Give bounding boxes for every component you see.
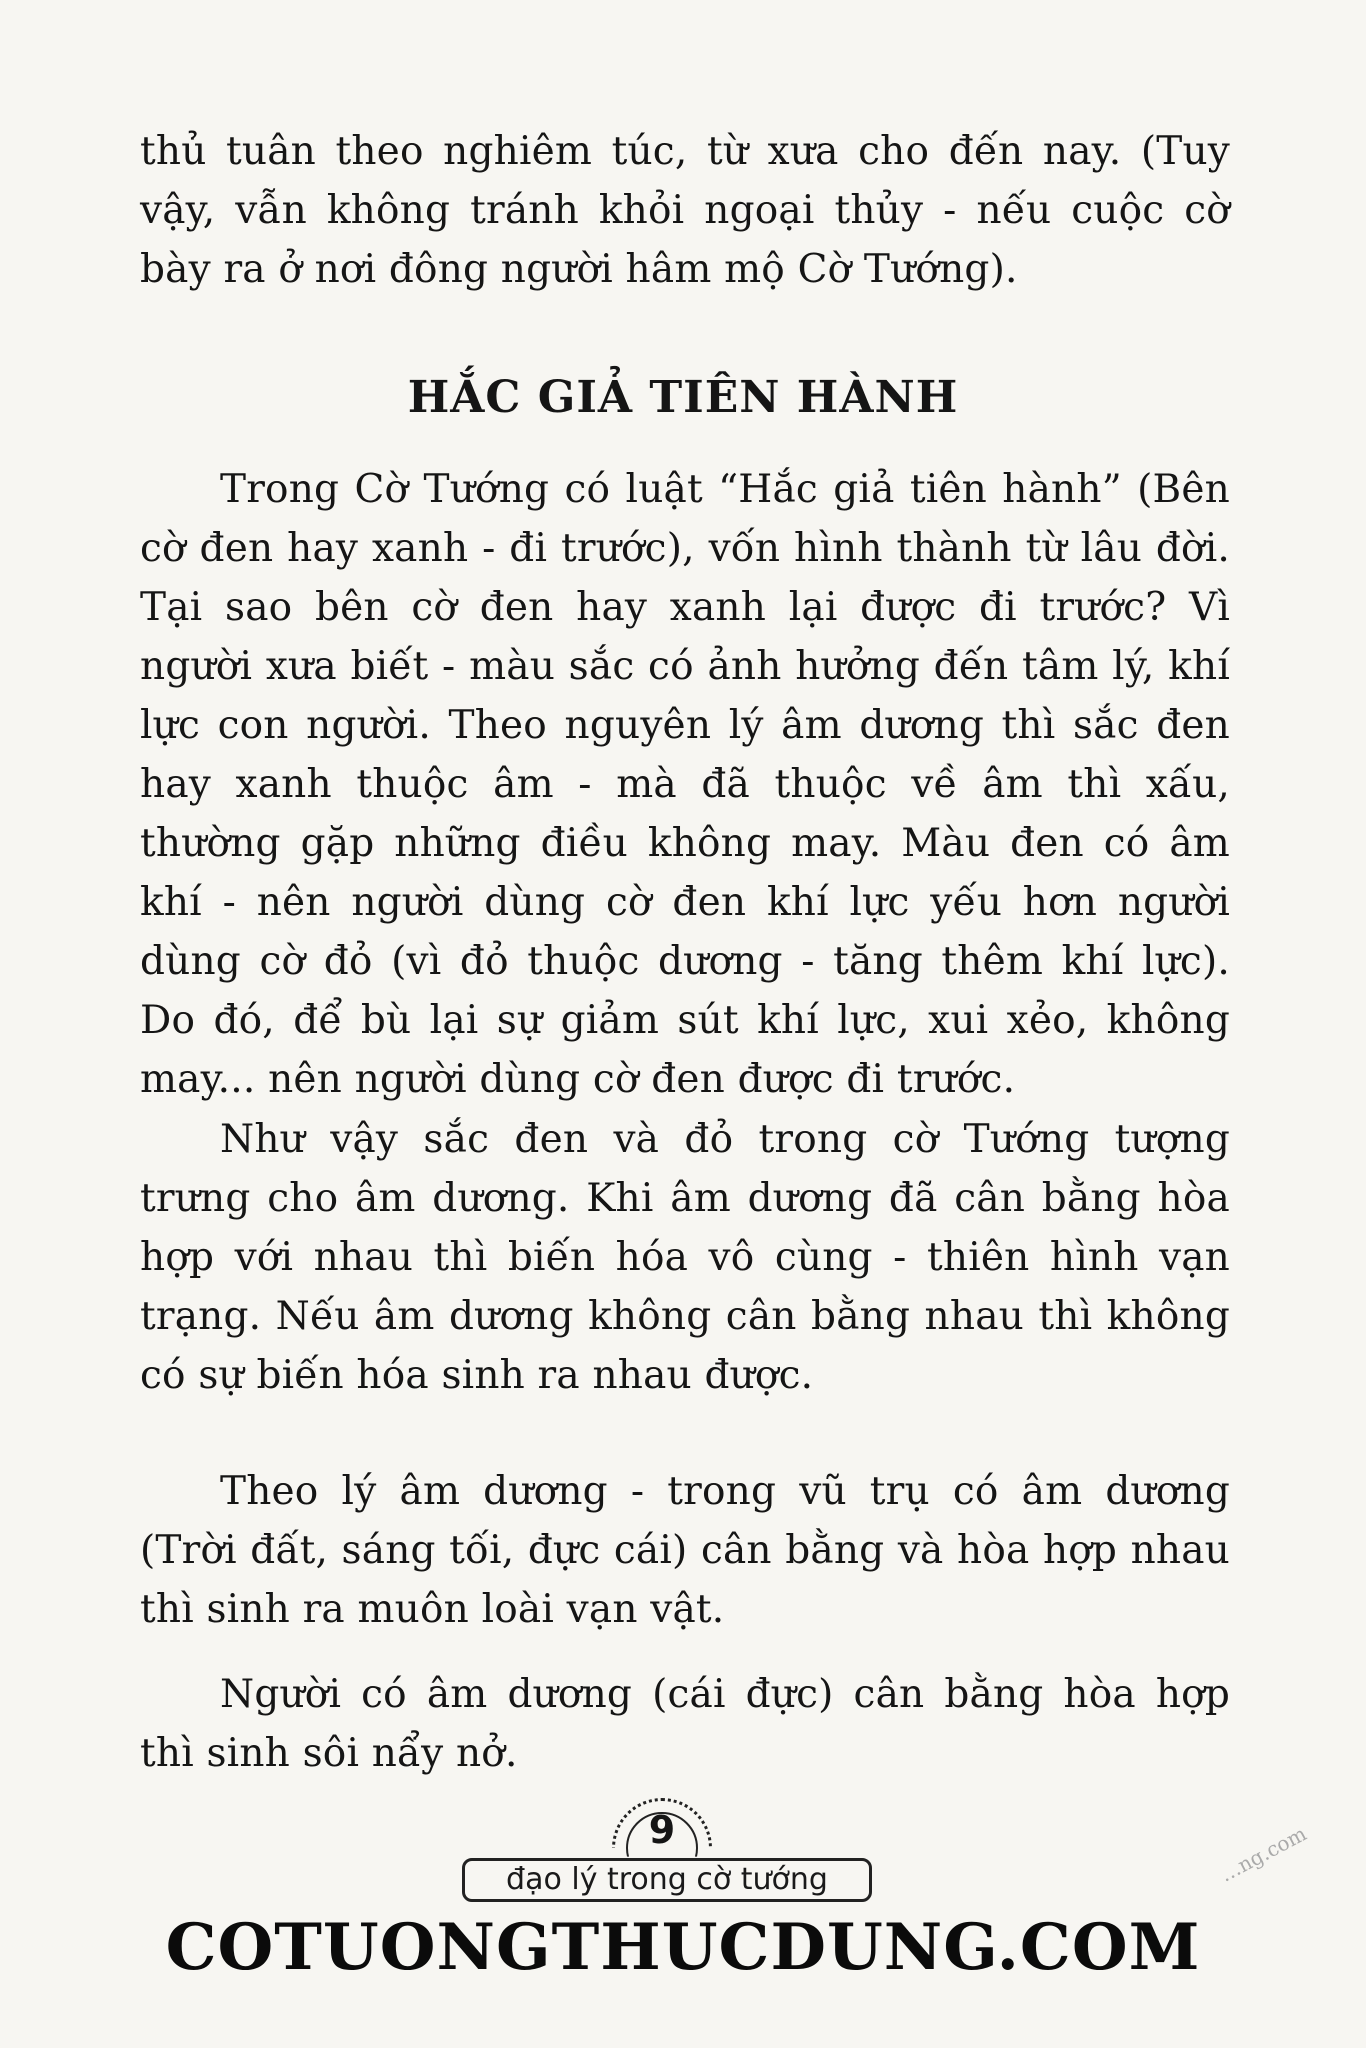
body-paragraph-3 [140, 1462, 1230, 1639]
site-watermark: COTUONGTHUCDUNG.COM [165, 1910, 1201, 1985]
page-number-ornament [612, 1798, 712, 1858]
body-paragraph-2 [140, 1110, 1230, 1405]
body-paragraph-4 [140, 1665, 1230, 1783]
page-number: 9 [648, 1808, 676, 1852]
paragraph-text: Trong Cờ Tướng có luật “Hắc giả tiên hành” (Bên cờ đen hay xanh - đi trước), vốn hình thành từ lâu đời. Tại sao bên cờ đen hay xanh lại được đi trước? Vì người xưa biết - màu sắc có ảnh hưởng đến tâm lý, khí lực con người. Theo nguyên lý âm dương thì sắc đen hay xanh thuộc âm - mà đã thuộc về âm thì xấu, thường gặp những điều không may. Màu đen có âm khí - nên người dùng cờ đen khí lực yếu hơn người dùng cờ đỏ (vì đỏ thuộc dương - tăng thêm khí lực). Do đó, để bù lại sự giảm sút khí lực, xui xẻo, không may... nên người dùng cờ đen được đi trước. [140, 467, 1230, 1102]
body-paragraph-1 [140, 460, 1230, 1109]
section-heading: HẮC GIẢ TIÊN HÀNH [407, 372, 959, 423]
intro-paragraph [140, 122, 1230, 299]
intro-text: thủ tuân theo nghiêm túc, từ xưa cho đến nay. (Tuy vậy, vẫn không tránh khỏi ngoại thủy - nếu cuộc cờ bày ra ở nơi đông người hâm mộ Cờ Tướng). [140, 129, 1230, 292]
paragraph-text: Người có âm dương (cái đực) cân bằng hòa hợp thì sinh sôi nẩy nở. [140, 1672, 1230, 1776]
book-title-footer: đạo lý trong cờ tướng [462, 1858, 872, 1902]
paragraph-text: Như vậy sắc đen và đỏ trong cờ Tướng tượng trưng cho âm dương. Khi âm dương đã cân bằng hòa hợp với nhau thì biến hóa vô cùng - thiên hình vạn trạng. Nếu âm dương không cân bằng nhau thì không có sự biến hóa sinh ra nhau được. [140, 1117, 1230, 1398]
faint-watermark-fragment: …ng.com [1215, 1821, 1311, 1887]
paragraph-text: Theo lý âm dương - trong vũ trụ có âm dương (Trời đất, sáng tối, đực cái) cân bằng và hòa hợp nhau thì sinh ra muôn loài vạn vật. [140, 1469, 1230, 1632]
